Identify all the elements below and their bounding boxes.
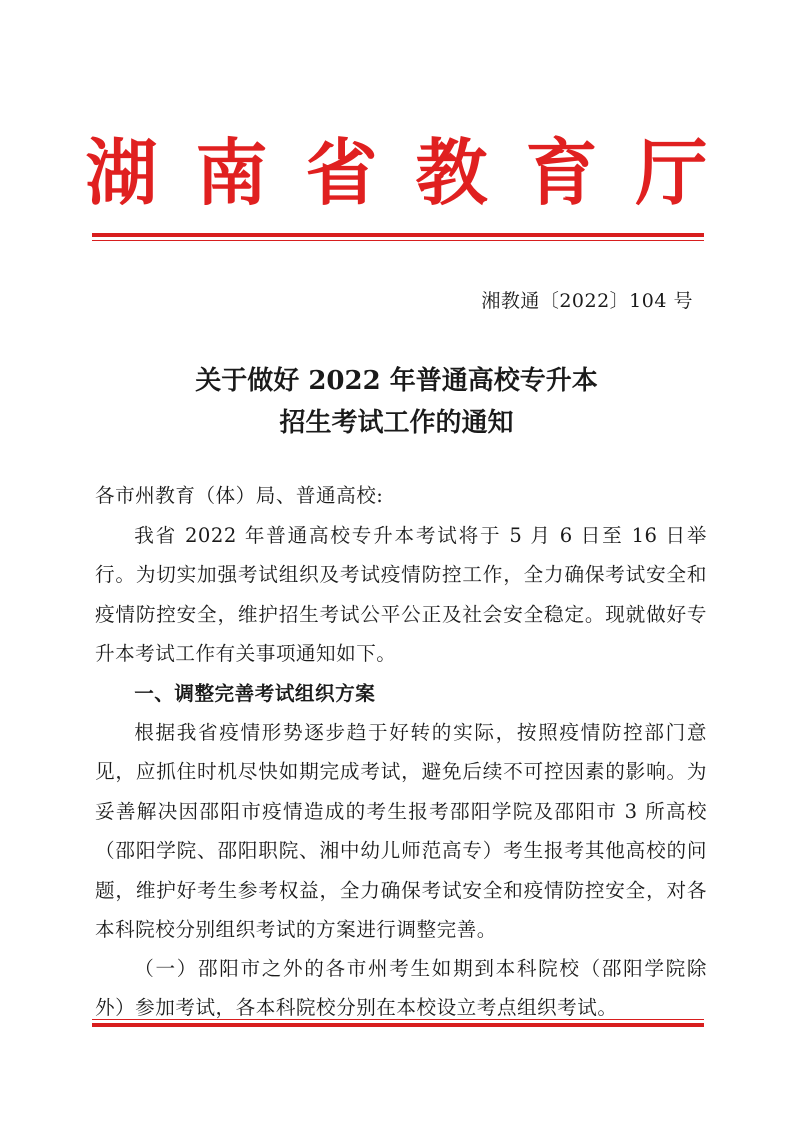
letterhead-title: 湖南省教育厅 [85,131,746,215]
salutation: 各市州教育（体）局、普通高校: [95,484,384,507]
footer-rule-thin [92,1019,704,1020]
section-body-paragraph: 根据我省疫情形势逐步趋于好转的实际，按照疫情防控部门意见，应抓住时机尽快如期完成考试，避免后续不可控因素的影响。为妥善解决因邵阳市疫情造成的考生报考邵阳学院及邵阳市 3 所高校（邵阳学院、邵阳职院、湘中幼儿师范高专）考生报考其他高校的问题，维护好考生参考权益，全力确保考试安全和疫情防控安全，对各本科院校分别组织考试的方案进行调整完善。 [95,721,707,942]
footer-rule-thick [92,1023,704,1027]
document-title-line2: 招生考试工作的通知 [279,408,514,438]
intro-paragraph: 我省 2022 年普通高校专升本考试将于 5 月 6 日至 16 日举行。为切实加强考试组织及考试疫情防控工作，全力确保考试安全和疫情防控安全，维护招生考试公平公正及社会安全稳定。现就做好专升本考试工作有关事项通知如下。 [95,524,707,666]
section-item-paragraph: （一）邵阳市之外的各市州考生如期到本科院校（邵阳学院除外）参加考试，各本科院校分别在本校设立考点组织考试。 [95,957,707,1020]
letterhead-rule-thick [92,233,704,237]
letterhead-rule-thin [92,240,704,241]
document-title-line1: 关于做好 2022 年普通高校专升本 [195,366,598,396]
section-heading: 一、调整完善考试组织方案 [134,682,376,705]
document-number: 湘教通〔2022〕104 号 [481,290,693,312]
